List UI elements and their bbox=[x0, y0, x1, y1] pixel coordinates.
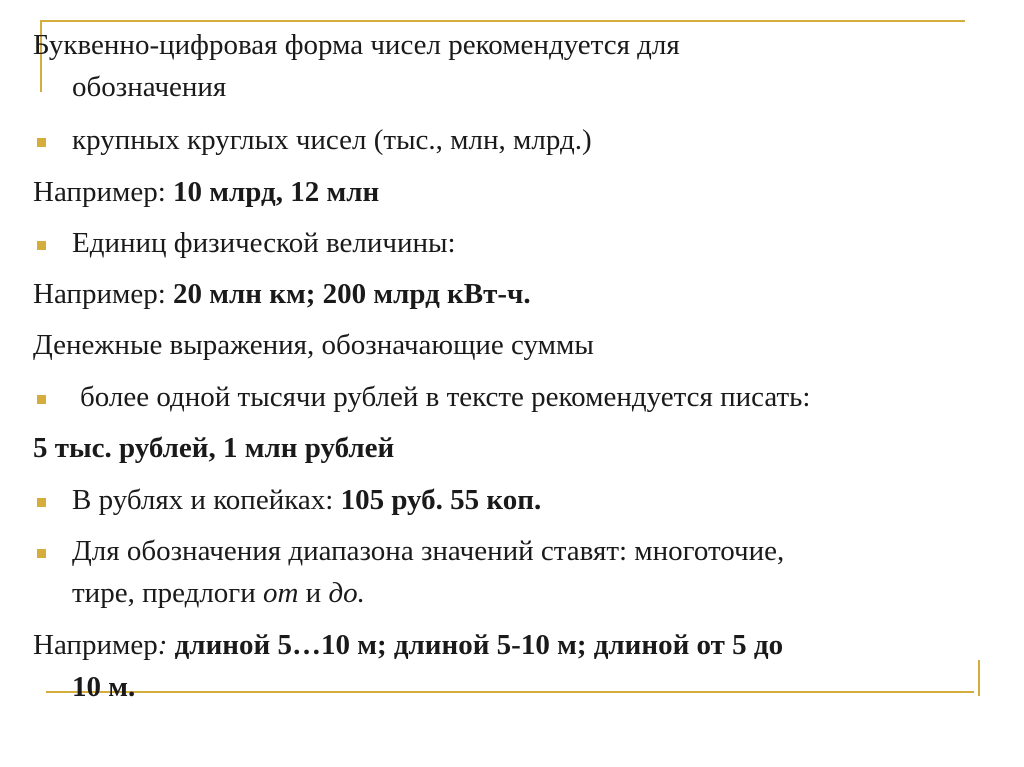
example-value: 105 руб. 55 коп. bbox=[340, 484, 542, 516]
top-horizontal-rule bbox=[40, 20, 965, 22]
example-line-length bbox=[33, 628, 783, 662]
bullet-square-icon bbox=[37, 241, 46, 250]
example-line-length-continued bbox=[72, 670, 135, 704]
example-label: Например bbox=[33, 629, 158, 661]
bottom-vertical-rule bbox=[978, 660, 980, 696]
bullet-line-large-numbers: крупных круглых чисел (тыс., млн, млрд.) bbox=[72, 124, 592, 156]
italic-word-do: до. bbox=[328, 577, 365, 609]
bottom-horizontal-rule bbox=[46, 691, 974, 693]
example-label: Например: bbox=[33, 278, 174, 310]
example-value: 10 млрд, 12 млн bbox=[173, 176, 380, 208]
bullet-square-icon bbox=[37, 549, 46, 558]
example-value: 20 млн км; 200 млрд кВт-ч. bbox=[173, 278, 531, 310]
text-line-1: Буквенно-цифровая форма чисел рекомендуется для bbox=[33, 29, 680, 61]
bullet-line-kopecks bbox=[72, 483, 541, 517]
text-line-money: Денежные выражения, обозначающие суммы bbox=[33, 329, 594, 361]
bullet-line-physical-units: Единиц физической величины: bbox=[72, 227, 456, 259]
example-colon: : bbox=[157, 629, 168, 661]
bullet-line-thousand-rubles: более одной тысячи рублей в тексте рекомендуется писать: bbox=[80, 381, 811, 413]
bullet-square-icon bbox=[37, 498, 46, 507]
bullet-line-range: Для обозначения диапазона значений ставят: многоточие, bbox=[72, 535, 785, 567]
example-value: 10 м. bbox=[72, 671, 136, 703]
example-value: длиной 5…10 м; длиной 5-10 м; длиной от 5 до bbox=[167, 629, 784, 661]
example-value: 5 тыс. рублей, 1 млн рублей bbox=[33, 432, 395, 464]
italic-word-ot: от bbox=[262, 577, 299, 609]
bullet-square-icon bbox=[37, 395, 46, 404]
bullet-text: тире, предлоги bbox=[72, 577, 263, 609]
bullet-text: В рублях и копейках: bbox=[72, 484, 341, 516]
bullet-line-range-continued bbox=[72, 576, 365, 610]
example-line-2 bbox=[33, 277, 531, 311]
example-line-1 bbox=[33, 175, 379, 209]
bullet-text-conjunction: и bbox=[298, 577, 329, 609]
bullet-square-icon bbox=[37, 138, 46, 147]
text-line-2: обозначения bbox=[72, 71, 227, 103]
example-label: Например: bbox=[33, 176, 174, 208]
example-line-rubles bbox=[33, 431, 394, 465]
